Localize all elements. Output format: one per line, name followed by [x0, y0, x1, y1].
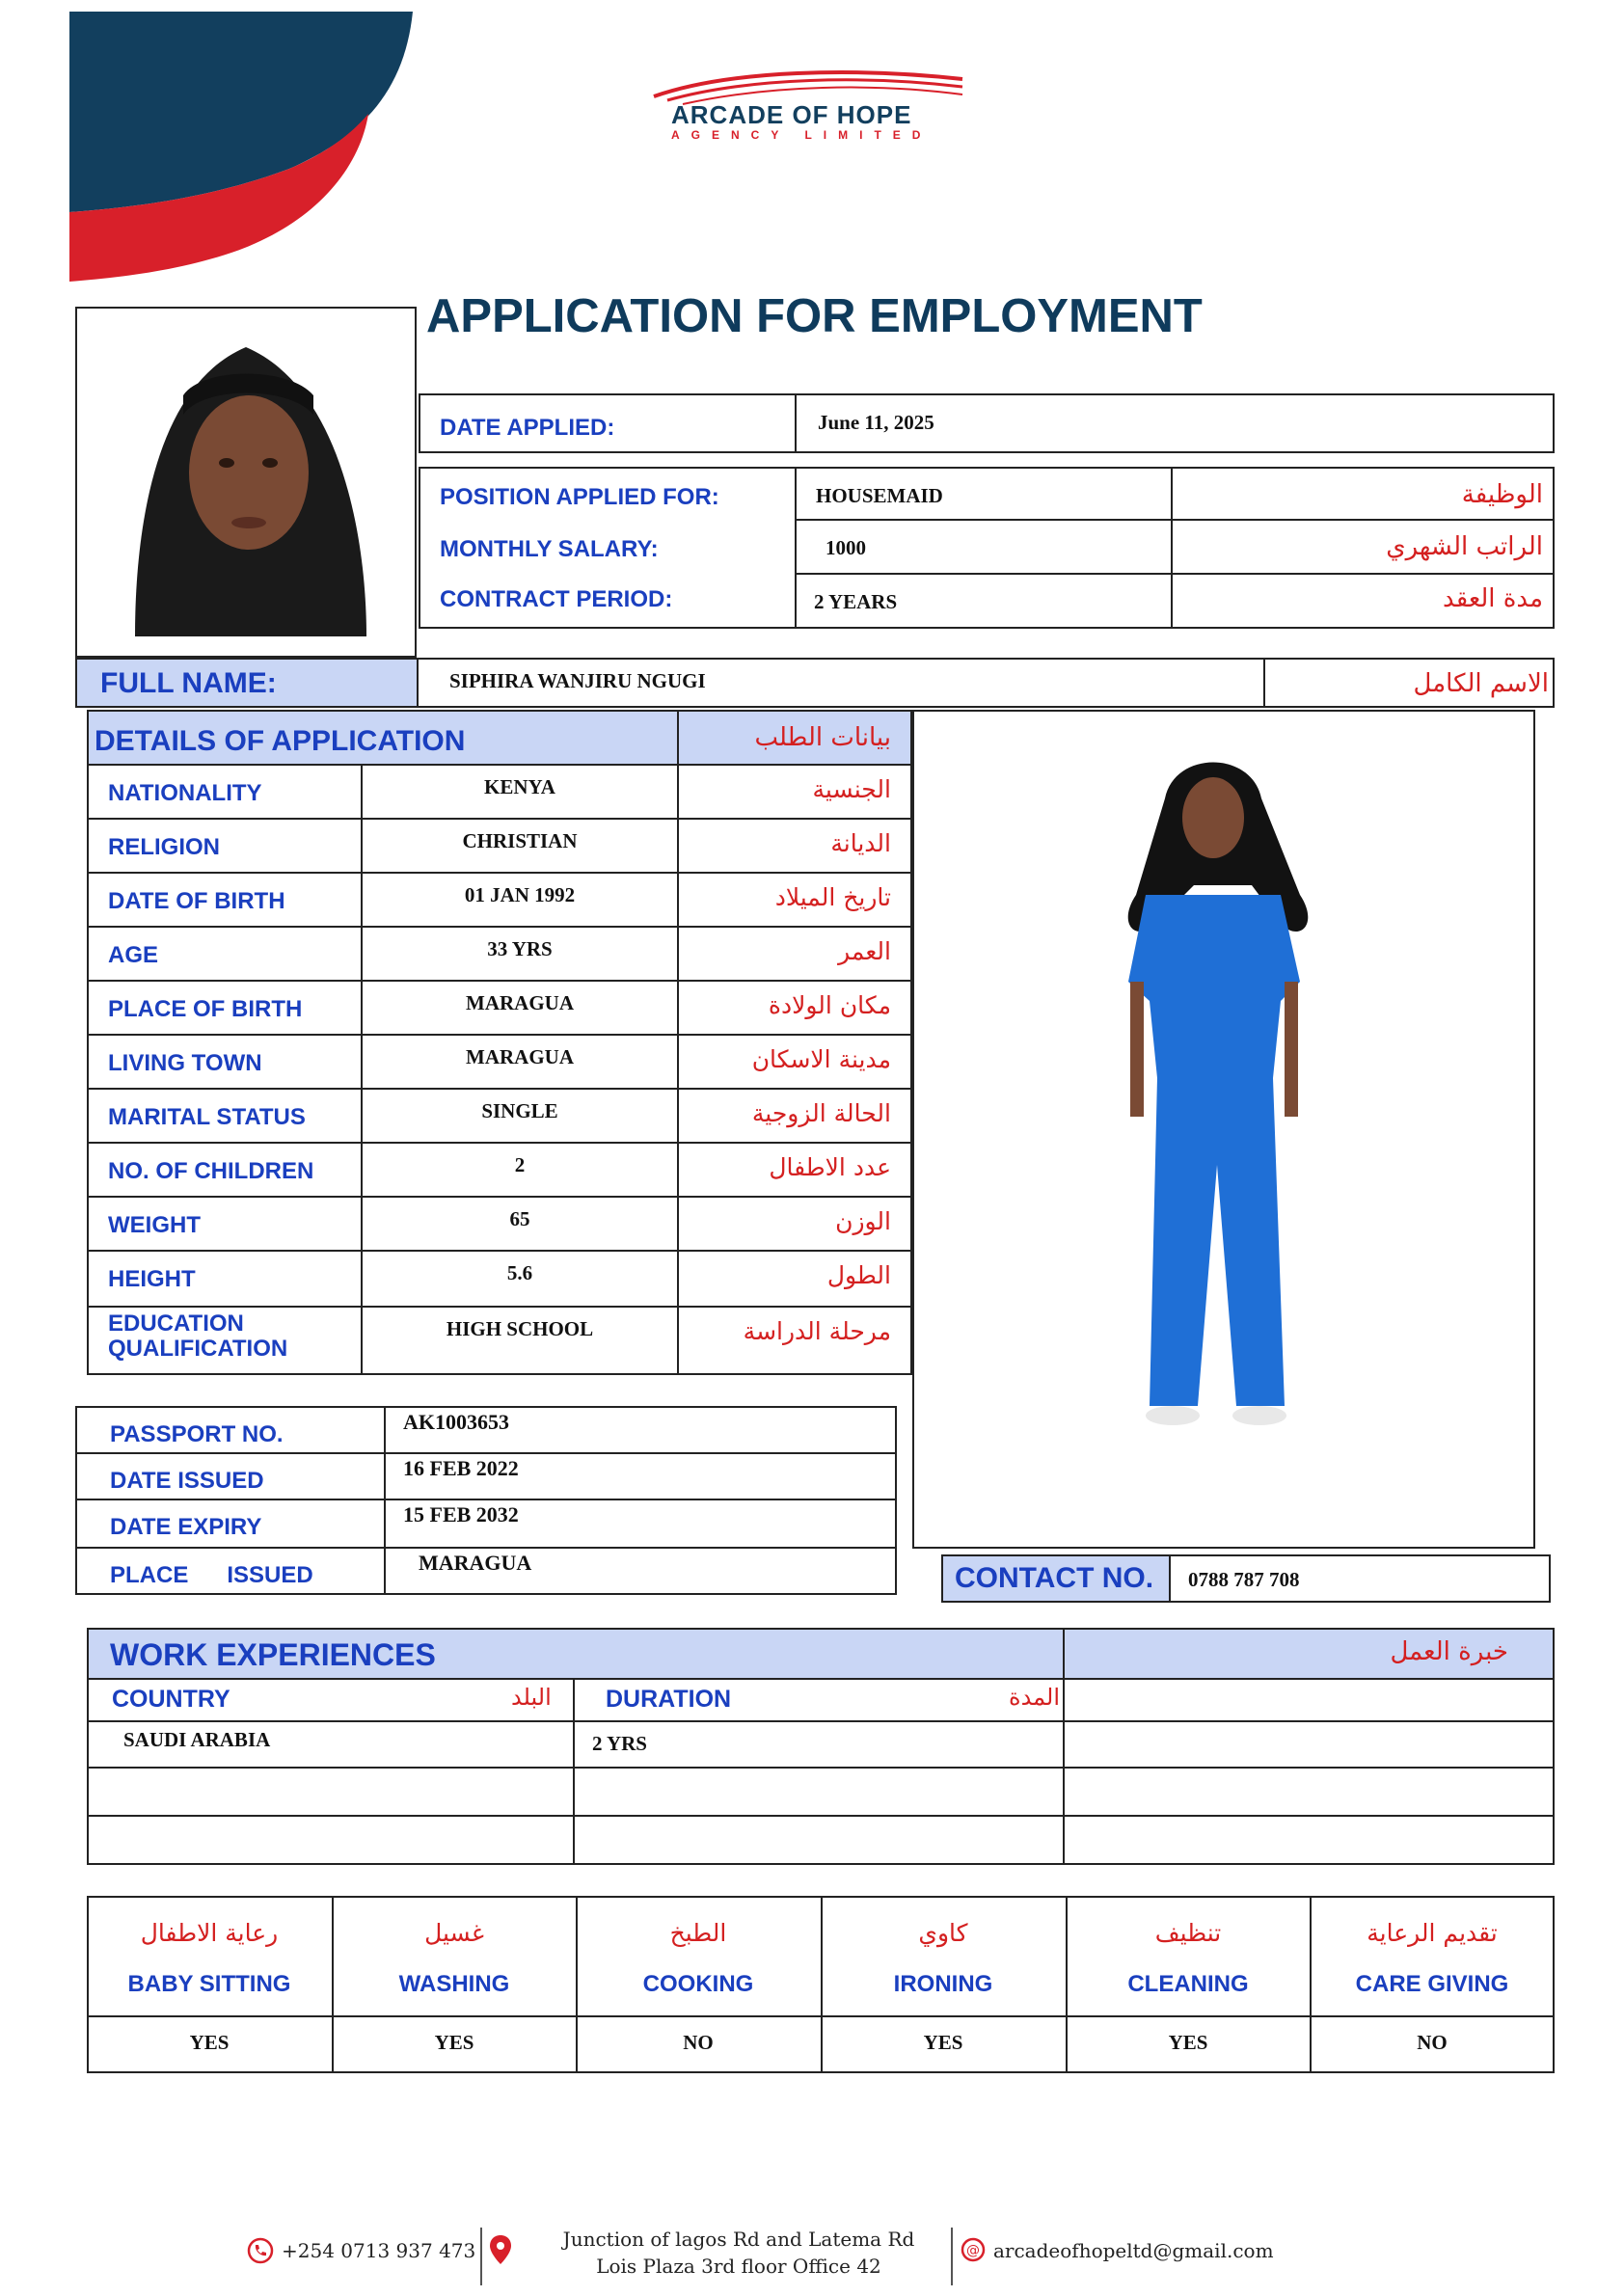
detail-label: RELIGION — [108, 834, 221, 860]
footer-phone: +254 0713 937 473 — [282, 2239, 476, 2262]
skill-ar: تنظيف — [1154, 1919, 1222, 1947]
detail-label: EDUCATION QUALIFICATION — [108, 1310, 288, 1362]
detail-value: HIGH SCHOOL — [446, 1317, 594, 1340]
details-table — [87, 710, 912, 1375]
detail-label: MARITAL STATUS — [108, 1104, 306, 1130]
position-label: POSITION APPLIED FOR: — [440, 484, 719, 510]
detail-label: LIVING TOWN — [108, 1050, 262, 1076]
email-icon — [961, 2237, 986, 2262]
footer-email: arcadeofhopeltd@gmail.com — [993, 2239, 1274, 2262]
work-country-1: SAUDI ARABIA — [123, 1728, 271, 1751]
skill-label: CARE GIVING — [1355, 1971, 1509, 1997]
detail-value: SINGLE — [481, 1099, 558, 1122]
work-experience-table — [87, 1628, 1555, 1865]
detail-value: KENYA — [484, 775, 555, 798]
skill-label: COOKING — [642, 1971, 754, 1997]
passport-label: DATE EXPIRY — [110, 1514, 262, 1540]
skill-ar: تقديم الرعاية — [1367, 1919, 1498, 1947]
detail-value: MARAGUA — [466, 1045, 574, 1068]
detail-ar: مكان الولادة — [768, 991, 891, 1019]
passport-label: PASSPORT NO. — [110, 1421, 284, 1447]
work-duration-1: 2 YRS — [592, 1732, 647, 1755]
full-name-label: FULL NAME: — [100, 667, 277, 699]
skill-label: BABY SITTING — [127, 1971, 291, 1997]
full-name-value: SIPHIRA WANJIRU NGUGI — [449, 669, 706, 692]
skill-value: YES — [434, 2031, 474, 2054]
detail-ar: الديانة — [830, 829, 891, 857]
detail-ar: الجنسية — [812, 775, 891, 803]
detail-label: AGE — [108, 942, 159, 968]
detail-ar: الطول — [826, 1261, 891, 1289]
full-body-photo-frame — [912, 710, 1535, 1549]
detail-label: WEIGHT — [108, 1212, 201, 1238]
contract-label: CONTRACT PERIOD: — [440, 586, 673, 612]
detail-label: PLACE OF BIRTH — [108, 996, 303, 1022]
skill-value: NO — [1417, 2031, 1448, 2054]
skill-ar: غسيل — [424, 1919, 484, 1947]
detail-value: 01 JAN 1992 — [464, 883, 576, 906]
footer-address-1: Junction of lagos Rd and Latema Rd — [562, 2228, 915, 2251]
detail-ar: مرحلة الدراسة — [743, 1317, 891, 1345]
passport-label: DATE ISSUED — [110, 1468, 264, 1494]
detail-value: 65 — [509, 1207, 530, 1230]
skill-label: IRONING — [893, 1971, 993, 1997]
detail-value: MARAGUA — [466, 991, 574, 1014]
skill-ar: رعاية الاطفال — [140, 1919, 279, 1947]
skill-value: YES — [923, 2031, 963, 2054]
detail-label: HEIGHT — [108, 1266, 196, 1292]
logo-name: ARCADE OF HOPE — [671, 100, 912, 129]
passport-value: 15 FEB 2032 — [403, 1502, 519, 1526]
detail-value: CHRISTIAN — [462, 829, 578, 852]
passport-label: PLACE ISSUED — [110, 1562, 313, 1588]
passport-value: 16 FEB 2022 — [403, 1456, 519, 1480]
page-title: APPLICATION FOR EMPLOYMENT — [426, 290, 1203, 342]
passport-table — [75, 1406, 897, 1595]
details-title: DETAILS OF APPLICATION — [95, 725, 466, 757]
salary-ar: الراتب الشهري — [1386, 532, 1543, 561]
date-applied-label: DATE APPLIED: — [440, 415, 615, 441]
portrait-photo — [77, 309, 415, 656]
header-swoosh — [0, 0, 424, 289]
contract-value: 2 YEARS — [814, 590, 898, 613]
full-name-ar: الاسم الكامل — [1413, 669, 1549, 698]
detail-ar: عدد الاطفال — [769, 1153, 891, 1181]
skill-ar: كاوي — [918, 1919, 968, 1947]
detail-ar: تاريخ الميلاد — [774, 883, 891, 911]
position-ar: الوظيفة — [1461, 480, 1543, 509]
footer — [241, 2228, 1302, 2285]
skill-ar: الطبخ — [669, 1919, 727, 1947]
skill-value: YES — [1168, 2031, 1208, 2054]
detail-value: 5.6 — [506, 1261, 533, 1284]
details-title-ar: بيانات الطلب — [754, 723, 891, 752]
logo-sub: AGENCY LIMITED — [671, 128, 933, 142]
work-title: WORK EXPERIENCES — [110, 1637, 436, 1672]
detail-label: DATE OF BIRTH — [108, 888, 285, 914]
contract-ar: مدة العقد — [1443, 584, 1543, 613]
work-title-ar: خبرة العمل — [1390, 1637, 1508, 1666]
skills-table — [87, 1896, 1555, 2073]
location-icon — [488, 2233, 513, 2266]
profile-photo-frame — [75, 307, 417, 658]
passport-value: AK1003653 — [403, 1410, 509, 1434]
salary-value: 1000 — [826, 536, 866, 559]
detail-ar: العمر — [838, 937, 891, 965]
detail-value: 2 — [514, 1153, 526, 1176]
date-applied-value: June 11, 2025 — [818, 411, 934, 434]
salary-label: MONTHLY SALARY: — [440, 536, 659, 562]
country-label: COUNTRY — [112, 1686, 230, 1713]
full-body-photo — [914, 712, 1533, 1547]
skill-label: WASHING — [398, 1971, 510, 1997]
contact-value: 0788 787 708 — [1188, 1568, 1300, 1591]
skill-label: CLEANING — [1127, 1971, 1249, 1997]
detail-value: 33 YRS — [487, 937, 553, 960]
full-name-row — [75, 658, 1555, 708]
detail-label: NATIONALITY — [108, 780, 262, 806]
detail-ar: الوزن — [835, 1207, 891, 1235]
duration-label: DURATION — [606, 1686, 732, 1713]
position-value: HOUSEMAID — [816, 484, 943, 507]
detail-ar: مدينة الاسكان — [751, 1045, 891, 1073]
company-logo — [644, 68, 972, 145]
duration-ar: المدة — [1009, 1684, 1061, 1711]
skill-value: NO — [683, 2031, 714, 2054]
country-ar: البلد — [511, 1684, 552, 1711]
svg-text:@: @ — [966, 2243, 980, 2258]
passport-value: MARAGUA — [419, 1551, 532, 1575]
detail-ar: الحالة الزوجية — [751, 1099, 891, 1127]
footer-address-2: Lois Plaza 3rd floor Office 42 — [596, 2255, 881, 2278]
phone-icon — [247, 2237, 274, 2264]
detail-label: NO. OF CHILDREN — [108, 1158, 314, 1184]
contact-label: CONTACT NO. — [955, 1562, 1154, 1594]
skill-value: YES — [189, 2031, 230, 2054]
